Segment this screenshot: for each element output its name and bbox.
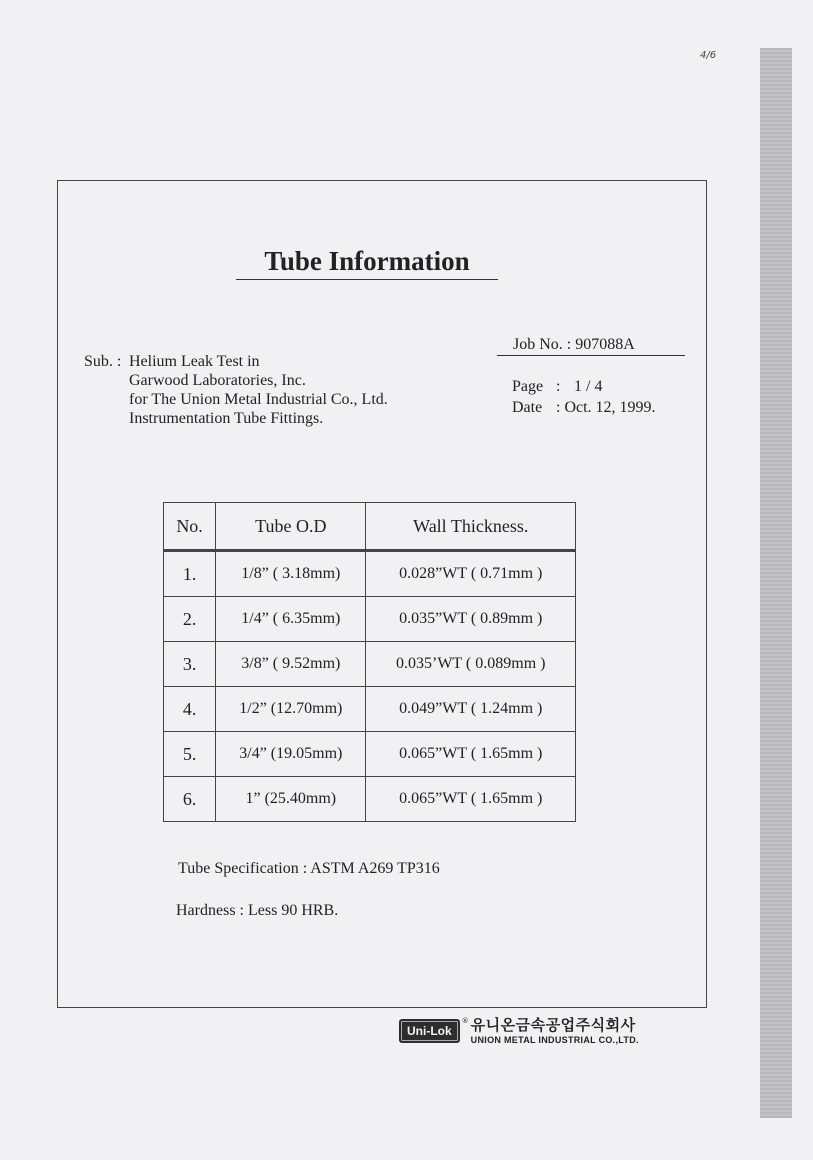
job-number: Job No. : 907088A — [497, 336, 685, 356]
hardness: Hardness : Less 90 HRB. — [176, 902, 339, 919]
registered-mark: ® — [461, 1017, 469, 1025]
cell-wall-thickness: 0.028”WT ( 0.71mm ) — [366, 551, 576, 597]
header-no: No. — [164, 503, 216, 551]
page-separator: : — [556, 378, 561, 395]
cell-wall-thickness: 0.035’WT ( 0.089mm ) — [366, 642, 576, 687]
company-name-korean: 유니온금속공업주식회사 — [470, 1017, 636, 1034]
cell-tube-od: 1/8” ( 3.18mm) — [216, 551, 366, 597]
subject-line-1: Helium Leak Test in — [129, 353, 260, 370]
table-row — [164, 597, 576, 642]
cell-wall-thickness: 0.035”WT ( 0.89mm ) — [366, 597, 576, 642]
cell-tube-od: 1/4” ( 6.35mm) — [216, 597, 366, 642]
company-name-english: UNION METAL INDUSTRIAL CO.,LTD. — [470, 1035, 639, 1045]
cell-wall-thickness: 0.065”WT ( 1.65mm ) — [366, 732, 576, 777]
page-date-block — [512, 376, 656, 418]
page-marker: 4/6 — [700, 50, 717, 61]
table-row — [164, 732, 576, 777]
cell-no: 3. — [164, 642, 216, 687]
cell-tube-od: 1/2” (12.70mm) — [216, 687, 366, 732]
table-row — [164, 777, 576, 822]
cell-no: 5. — [164, 732, 216, 777]
cell-tube-od: 1” (25.40mm) — [216, 777, 366, 822]
subject-line-2: Garwood Laboratories, Inc. — [129, 372, 306, 389]
date-separator: : — [556, 399, 561, 416]
date-value: Oct. 12, 1999. — [564, 399, 656, 416]
subject-label: Sub. : — [84, 353, 122, 370]
cell-tube-od: 3/4” (19.05mm) — [216, 732, 366, 777]
header-tube-od: Tube O.D — [216, 503, 366, 551]
cell-wall-thickness: 0.065”WT ( 1.65mm ) — [366, 777, 576, 822]
cell-no: 6. — [164, 777, 216, 822]
tube-specification: Tube Specification : ASTM A269 TP316 — [178, 860, 440, 877]
cell-wall-thickness: 0.049”WT ( 1.24mm ) — [366, 687, 576, 732]
page-value: 1 / 4 — [574, 378, 603, 395]
cell-no: 4. — [164, 687, 216, 732]
company-logo — [399, 1017, 639, 1046]
document-title: Tube Information — [236, 246, 498, 280]
subject-block — [84, 352, 388, 428]
table-row — [164, 551, 576, 597]
date-label: Date — [512, 399, 543, 416]
table-row — [164, 642, 576, 687]
subject-line-3: for The Union Metal Industrial Co., Ltd. — [129, 391, 388, 408]
company-name-block — [471, 1017, 639, 1046]
tube-table — [163, 502, 576, 822]
table-row — [164, 687, 576, 732]
scan-edge-strip — [760, 48, 792, 1118]
page-label: Page — [512, 378, 544, 395]
table-header-row — [164, 503, 576, 551]
cell-tube-od: 3/8” ( 9.52mm) — [216, 642, 366, 687]
cell-no: 1. — [164, 551, 216, 597]
cell-no: 2. — [164, 597, 216, 642]
subject-line-4: Instrumentation Tube Fittings. — [129, 410, 324, 427]
uni-lok-logo-badge: Uni-Lok — [399, 1019, 460, 1043]
header-wall-thickness: Wall Thickness. — [366, 503, 576, 551]
